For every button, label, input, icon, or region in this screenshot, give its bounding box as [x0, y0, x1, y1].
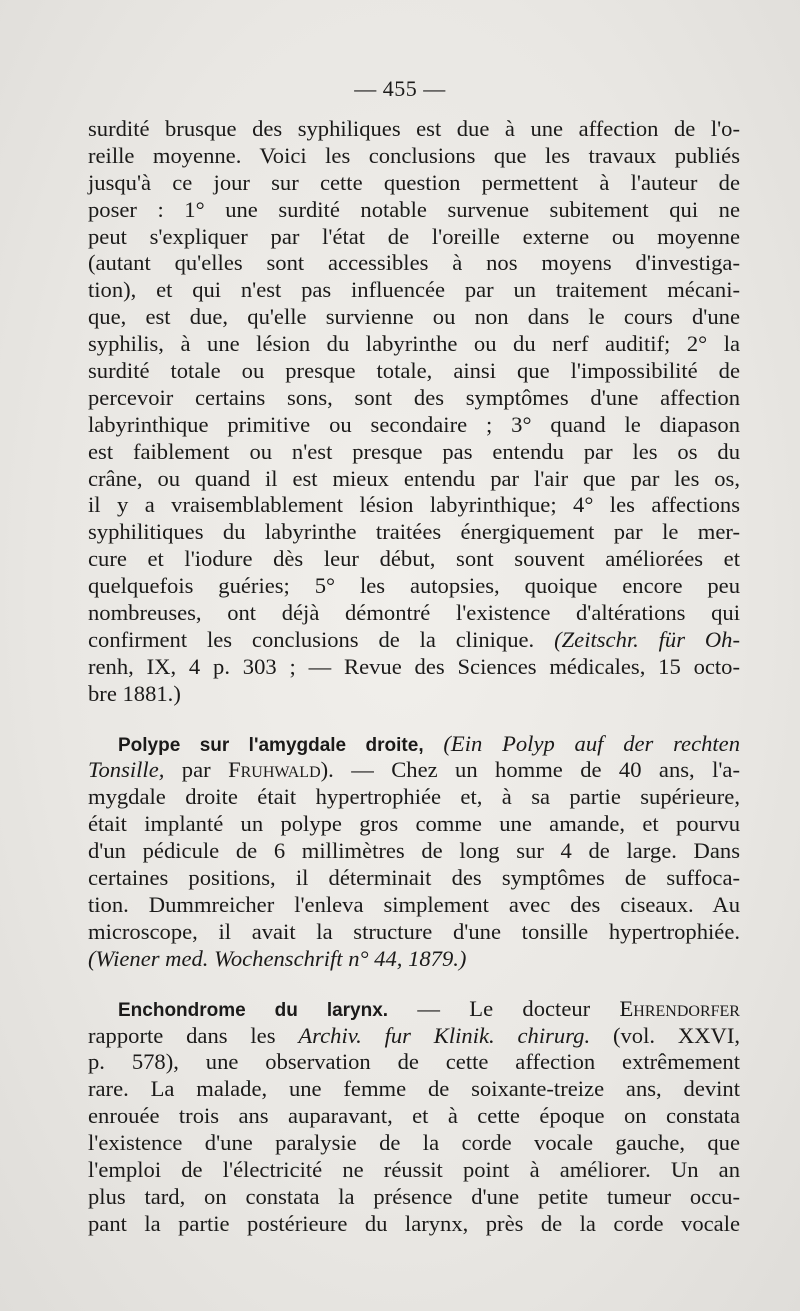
- text-fragment: —: [417, 995, 440, 1021]
- foreign-title: Tonsille,: [88, 757, 165, 783]
- text-line: surdité totale ou presque totale, ainsi que l'impossibilité de: [88, 358, 740, 384]
- text-line: mygdale droite était hypertrophiée et, à sa partie supérieure,: [88, 784, 740, 810]
- citation-fragment: (Zeitschr. für Oh-: [554, 626, 741, 652]
- text-line: quelquefois guéries; 5° les autopsies, quoique encore peu: [88, 573, 740, 599]
- journal-title: Archiv. fur Klinik. chirurg.: [298, 1022, 591, 1048]
- section-heading: Enchondrome du larynx.: [118, 999, 389, 1021]
- page-number: — 455 —: [354, 76, 446, 101]
- text-line: certaines positions, il déterminait des symptômes de suffoca-: [88, 865, 740, 891]
- text-fragment: (vol. XXVI,: [612, 1022, 740, 1048]
- text-line: tion. Dummreicher l'enleva simplement avec des ciseaux. Au: [88, 891, 740, 917]
- text-line: [88, 757, 740, 784]
- text-line: que, est due, qu'elle survienne ou non dans le cours d'une: [88, 304, 740, 330]
- section-heading: Polype sur l'amygdale droite,: [118, 734, 424, 756]
- text-line: cure et l'iodure dès leur début, sont souvent améliorées et: [88, 546, 740, 572]
- text-line: plus tard, on constata la présence d'une petite tumeur occu-: [88, 1183, 740, 1209]
- paragraph-syphilitic-deafness: [88, 116, 740, 708]
- author-name: Fruhwald: [228, 757, 321, 783]
- text-fragment: par: [181, 757, 211, 783]
- text-line: percevoir certains sons, sont des symptômes d'une affection: [88, 384, 740, 410]
- text-fragment: ). — Chez un homme de 40 ans, l'a-: [320, 757, 740, 783]
- page-body: [88, 116, 740, 1238]
- text-line: nombreuses, ont déjà démontré l'existence d'altérations qui: [88, 600, 740, 626]
- text-line: [88, 996, 740, 1023]
- foreign-title: (Ein Polyp auf der rechten: [443, 730, 740, 756]
- text-line: crâne, ou quand il est mieux entendu par l'air que par les os,: [88, 465, 740, 491]
- text-line: est faiblement ou n'est presque pas entendu par les os du: [88, 438, 740, 464]
- text-fragment: rapporte dans les: [88, 1022, 276, 1048]
- text-line: surdité brusque des syphiliques est due à une affection de l'o-: [88, 116, 740, 141]
- paragraph-laryngeal-enchondroma: [88, 996, 740, 1238]
- text-line: [88, 627, 740, 654]
- text-line: microscope, il avait la structure d'une tonsille hypertrophiée.: [88, 918, 740, 944]
- citation-line: (Wiener med. Wochenschrift n° 44, 1879.): [88, 945, 467, 971]
- text-line: rare. La malade, une femme de soixante-treize ans, devint: [88, 1076, 740, 1102]
- text-line: labyrinthique primitive ou secondaire ; 3° quand le diapason: [88, 411, 740, 437]
- text-line: jusqu'à ce jour sur cette question permettent à l'auteur de: [88, 169, 740, 195]
- text-line: (autant qu'elles sont accessibles à nos moyens d'investiga-: [88, 250, 740, 276]
- text-line: bre 1881.): [88, 680, 181, 706]
- text-fragment: Le docteur: [469, 995, 591, 1021]
- text-line: d'un pédicule de 6 millimètres de long sur 4 de large. Dans: [88, 838, 740, 864]
- text-line: l'emploi de l'électricité ne réussit point à améliorer. Un an: [88, 1156, 740, 1182]
- paragraph-tonsil-polyp: [88, 731, 740, 973]
- text-line: il y a vraisemblablement lésion labyrinthique; 4° les affections: [88, 492, 740, 518]
- text-line: tion), et qui n'est pas influencée par un traitement mécani-: [88, 277, 740, 303]
- text-line: pant la partie postérieure du larynx, près de la corde vocale: [88, 1210, 740, 1236]
- text-line: [88, 731, 740, 758]
- text-line: l'existence d'une paralysie de la corde vocale gauche, que: [88, 1130, 740, 1156]
- text-line: poser : 1° une surdité notable survenue subitement qui ne: [88, 196, 740, 222]
- text-fragment: confirment les conclusions de la clinique.: [88, 626, 535, 652]
- text-line: syphilis, à une lésion du labyrinthe ou du nerf auditif; 2° la: [88, 331, 740, 357]
- citation-line: renh, IX, 4 p. 303 ; — Revue des Sciences médicales, 15 octo-: [88, 653, 740, 679]
- text-line: reille moyenne. Voici les conclusions que les travaux publiés: [88, 142, 740, 168]
- author-name: Ehrendorfer: [619, 995, 740, 1021]
- paragraph-gap: [88, 708, 740, 731]
- text-line: [88, 1023, 740, 1050]
- text-line: syphilitiques du labyrinthe traitées énergiquement par le mer-: [88, 519, 740, 545]
- paragraph-gap: [88, 973, 740, 996]
- text-line: était implanté un polype gros comme une amande, et pourvu: [88, 811, 740, 837]
- text-line: p. 578), une observation de cette affection extrêmement: [88, 1049, 740, 1075]
- text-line: peut s'expliquer par l'état de l'oreille externe ou moyenne: [88, 223, 740, 249]
- text-line: enrouée trois ans auparavant, et à cette époque on constata: [88, 1103, 740, 1129]
